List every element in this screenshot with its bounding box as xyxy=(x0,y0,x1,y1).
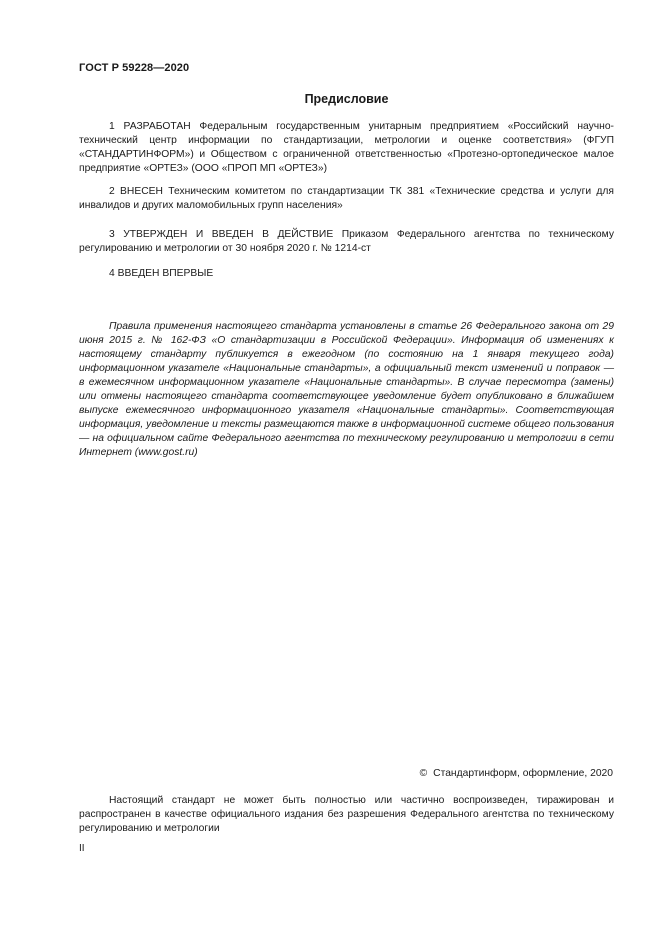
preface-item-first-introduced: 4 ВВЕДЕН ВПЕРВЫЕ xyxy=(109,268,214,279)
copyright-text: Стандартинформ, оформление, 2020 xyxy=(433,768,613,779)
preface-item-introduced: 2 ВНЕСЕН Техническим комитетом по стандартизации ТК 381 «Технические средства и услуги для инвалидов и других маломобильных групп населения» xyxy=(79,186,614,211)
application-rules-notice: Правила применения настоящего стандарта установлены в статье 26 Федерального закона от 29 июня 2015 г. № 162-ФЗ «О стандартизации в Российской Федерации». Информация об изменениях к настоящему стандарту публикуется в ежегодном (по состоянию на 1 января текущего года) информационном указателе «Национальные стандарты», а официальный текст изменений и поправок — в ежемесячном информационном указателе «Национальные стандарты». В случае пересмотра (замены) или отмены настоящего стандарта соответствующее уведомление будет опубликовано в ближайшем выпуске ежемесячного информационного указателя «Национальные стандарты». Соответствующая информация, уведомление и тексты размещаются также в информационной системе общего пользования — на официальном сайте Федерального агентства по техническому регулированию и метрологии в сети Интернет (www.gost.ru) xyxy=(79,321,614,458)
reproduction-notice: Настоящий стандарт не может быть полностью или частично воспроизведен, тиражирован и распространен в качестве официального издания без разрешения Федерального агентства по техническому регулированию и метрологии xyxy=(79,795,614,834)
document-code: ГОСТ Р 59228—2020 xyxy=(79,62,190,74)
copyright-icon: © xyxy=(419,768,428,779)
preface-title: Предисловие xyxy=(304,92,389,106)
preface-item-developed: 1 РАЗРАБОТАН Федеральным государственным унитарным предприятием «Российский научно-технический центр информации по стандартизации, метрологии и оценке соответствия» (ФГУП «СТАНДАРТИНФОРМ») и Обществом с ограниченной ответственностью «Протезно-ортопедическое малое предприятие «ОРТЕЗ» (ООО «ПРОП МП «ОРТЕЗ») xyxy=(79,121,614,174)
page-number: II xyxy=(79,843,85,854)
copyright-line xyxy=(420,768,613,779)
preface-item-approved: 3 УТВЕРЖДЕН И ВВЕДЕН В ДЕЙСТВИЕ Приказом Федерального агентства по техническому регулированию и метрологии от 30 ноября 2020 г. № 1214-ст xyxy=(79,229,614,254)
